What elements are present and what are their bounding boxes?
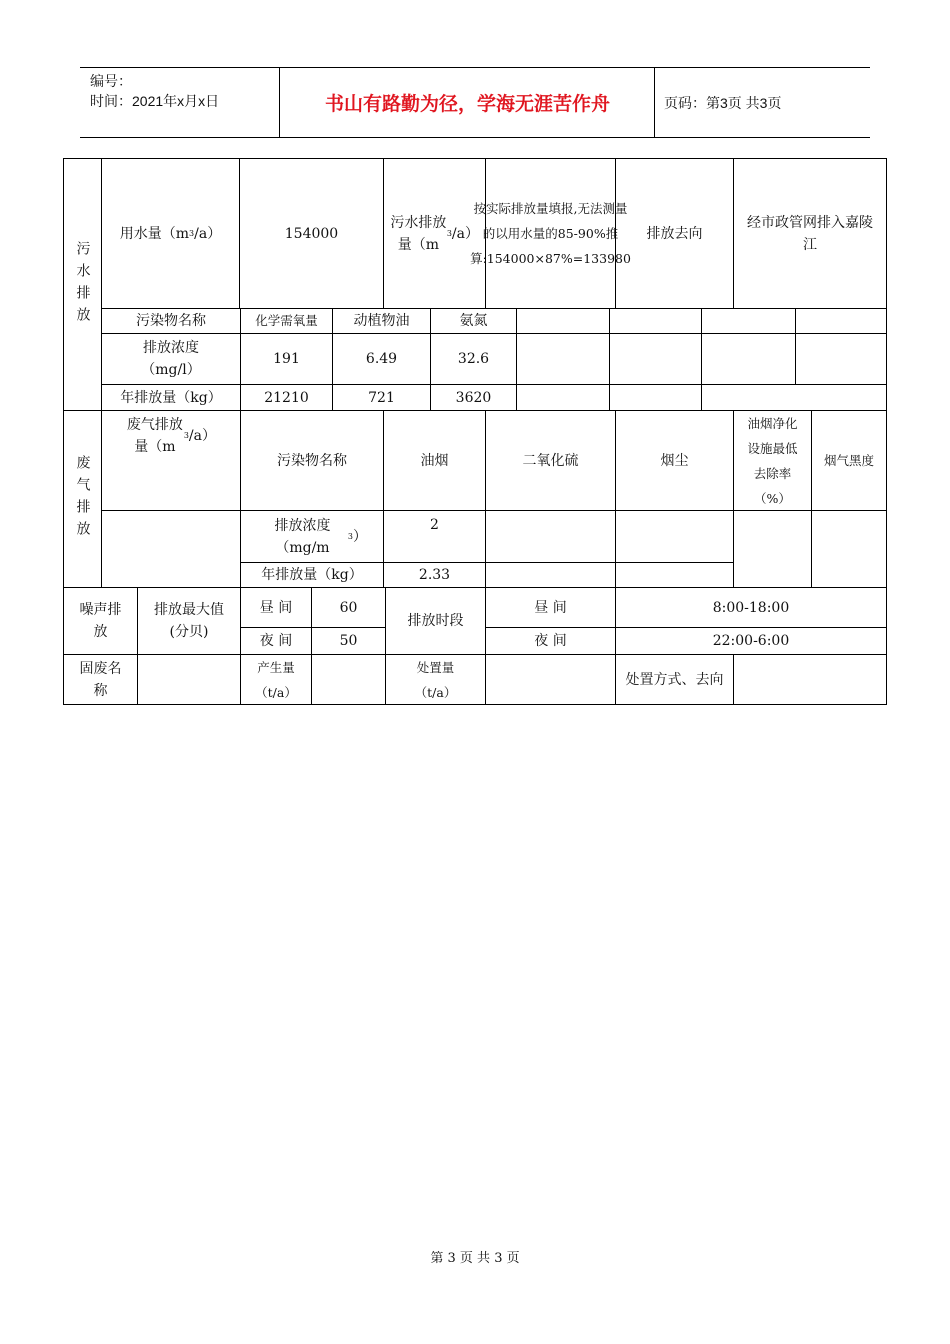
solid-dispose-label: 处置量（t/a） bbox=[414, 659, 457, 700]
discharge-label: 污水排放量（m 3 /a） bbox=[390, 214, 479, 253]
discharge-note: 按实际排放量填报,无法测量的以用水量的85-90%推算:154000×87%=133980 bbox=[470, 201, 631, 266]
solid-name-label: 固废名称 bbox=[79, 660, 122, 699]
water-section-label: 污水排放 bbox=[74, 240, 91, 329]
direction-value: 经市政管网排入嘉陵江 bbox=[747, 214, 873, 253]
noise-day-value: 60 bbox=[339, 599, 358, 616]
water-conc-label: 排放浓度（mg/l） bbox=[141, 340, 201, 378]
water-conc-2: 6.49 bbox=[365, 351, 398, 367]
noise-night-period: 22:00-6:00 bbox=[712, 633, 790, 649]
noise-max-label: 排放最大值(分贝) bbox=[154, 602, 224, 640]
water-annual-3: 3620 bbox=[455, 389, 492, 406]
water-annual-2: 721 bbox=[368, 389, 395, 406]
gas-conc-label: 排放浓度（mg/m 3 ） bbox=[274, 517, 367, 556]
gas-pollutant-3: 烟尘 bbox=[660, 452, 689, 469]
date-label: 时间：2021年x月x日 bbox=[90, 93, 220, 109]
removal-rate-label: 油烟净化设施最低去除率（%） bbox=[747, 415, 798, 506]
noise-day-label-2: 昼 间 bbox=[534, 599, 567, 616]
solid-method-label: 处置方式、去向 bbox=[625, 671, 724, 688]
noise-night-label-2: 夜 间 bbox=[534, 633, 567, 649]
water-pollutant-1: 化学需氧量 bbox=[255, 313, 318, 328]
direction-label: 排放去向 bbox=[646, 225, 703, 242]
gas-pollutant-header: 污染物名称 bbox=[277, 452, 347, 469]
noise-night-label: 夜 间 bbox=[259, 633, 293, 649]
noise-day-label: 昼 间 bbox=[259, 599, 293, 616]
gas-section-label: 废气排放 bbox=[74, 455, 91, 543]
water-use-label: 用水量（m 3 /a） bbox=[119, 225, 222, 242]
smoke-label: 烟气黑度 bbox=[823, 453, 874, 468]
gas-annual-value: 2.33 bbox=[418, 567, 451, 583]
gas-pollutant-2: 二氧化硫 bbox=[522, 452, 579, 469]
gas-annual-label: 年排放量（kg） bbox=[261, 567, 363, 583]
page-label: 页码：第3页 共3页 bbox=[664, 94, 782, 111]
gas-pollutant-1: 油烟 bbox=[420, 452, 449, 469]
page-footer: 第 3 页 共 3 页 bbox=[430, 1251, 520, 1266]
noise-section-label: 噪声排放 bbox=[79, 602, 122, 640]
noise-night-value: 50 bbox=[339, 633, 358, 649]
water-annual-label: 年排放量（kg） bbox=[120, 389, 222, 406]
water-pollutant-2: 动植物油 bbox=[353, 313, 410, 329]
solid-produce-label: 产生量（t/a） bbox=[255, 659, 297, 700]
gas-volume-label: 废气排放量（m 3 /a） bbox=[126, 417, 216, 455]
noise-day-period: 8:00-18:00 bbox=[712, 599, 790, 616]
water-pollutant-header: 污染物名称 bbox=[136, 313, 206, 329]
water-annual-1: 21210 bbox=[264, 389, 309, 406]
water-use-value: 154000 bbox=[284, 225, 339, 242]
water-pollutant-3: 氨氮 bbox=[459, 313, 488, 329]
motto: 书山有路勤为径，学海无涯苦作舟 bbox=[281, 68, 655, 137]
water-conc-1: 191 bbox=[273, 351, 300, 367]
gas-conc-value: 2 bbox=[430, 517, 439, 533]
serial-label: 编号： bbox=[90, 73, 132, 89]
noise-period-label: 排放时段 bbox=[407, 613, 464, 629]
water-conc-3: 32.6 bbox=[457, 351, 490, 367]
